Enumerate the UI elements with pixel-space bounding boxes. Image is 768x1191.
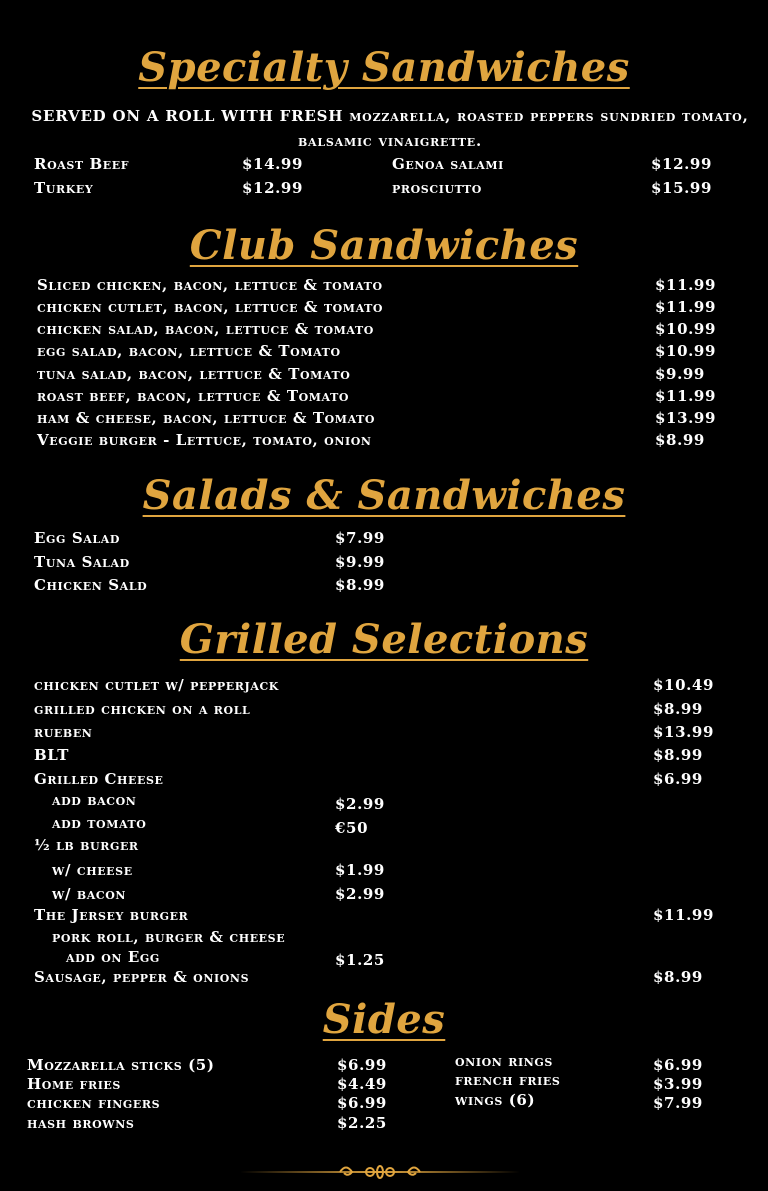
menu-item-price: $12.99: [651, 155, 713, 173]
menu-item-price: $2.25: [337, 1114, 387, 1132]
menu-item-name: hash browns: [27, 1114, 135, 1132]
menu-item-price: $1.99: [335, 861, 385, 879]
menu-item-name: roast beef, bacon, lettuce & Tomato: [37, 387, 350, 405]
menu-item-price: $11.99: [655, 298, 717, 316]
menu-item-price: $13.99: [655, 409, 717, 427]
menu-item-name: The Jersey burger: [34, 906, 189, 924]
menu-item-name: w/ cheese: [52, 861, 133, 879]
menu-item-price: $4.49: [337, 1075, 387, 1093]
menu-item-name: BLT: [34, 746, 69, 764]
menu-item-price: $6.99: [653, 770, 703, 788]
menu-item-name: add on Egg: [66, 948, 160, 966]
menu-item-price: $6.99: [337, 1056, 387, 1074]
ornament-divider-icon: [240, 1160, 520, 1184]
sides-heading: Sides: [322, 996, 446, 1043]
menu-item-name: chicken fingers: [27, 1094, 161, 1112]
menu-item-name: ½ lb burger: [34, 836, 139, 854]
menu-item-price: $8.99: [655, 431, 705, 449]
menu-item-price: $11.99: [655, 276, 717, 294]
menu-item-price: €50: [335, 819, 369, 837]
menu-item-name: Sliced chicken, bacon, lettuce & tomato: [37, 276, 383, 294]
menu-item-price: $7.99: [653, 1094, 703, 1112]
menu-item-name: grilled chicken on a roll: [34, 700, 251, 718]
menu-item-price: $14.99: [242, 155, 304, 173]
menu-item-price: $10.99: [655, 342, 717, 360]
menu-item-price: $6.99: [653, 1056, 703, 1074]
menu-item-name: Genoa salami: [392, 155, 504, 173]
menu-item-name: egg salad, bacon, lettuce & Tomato: [37, 342, 341, 360]
menu-item-price: $11.99: [653, 906, 715, 924]
menu-item-price: $8.99: [653, 968, 703, 986]
menu-item-price: $2.99: [335, 795, 385, 813]
menu-item-price: $11.99: [655, 387, 717, 405]
menu-item-price: $8.99: [335, 576, 385, 594]
menu-item-price: $1.25: [335, 951, 385, 969]
menu-item-price: $15.99: [651, 179, 713, 197]
menu-item-price: $6.99: [337, 1094, 387, 1112]
menu-item-price: $9.99: [335, 553, 385, 571]
menu-item-name: tuna salad, bacon, lettuce & Tomato: [37, 365, 351, 383]
menu-item-name: Tuna Salad: [34, 553, 130, 571]
menu-item-price: $12.99: [242, 179, 304, 197]
menu-item-name: Turkey: [34, 179, 94, 197]
club-heading: Club Sandwiches: [189, 222, 579, 269]
grilled-heading: Grilled Selections: [179, 616, 589, 663]
menu-item-name: prosciutto: [392, 179, 482, 197]
menu-item-name: Mozzarella sticks (5): [27, 1056, 215, 1074]
menu-item-name: onion rings: [455, 1052, 553, 1070]
menu-item-name: wings (6): [455, 1091, 536, 1109]
menu-item-name: Roast Beef: [34, 155, 130, 173]
menu-item-price: $3.99: [653, 1075, 703, 1093]
menu-item-price: $8.99: [653, 700, 703, 718]
menu-item-price: $10.49: [653, 676, 715, 694]
menu-item-name: french fries: [455, 1071, 561, 1089]
menu-item-price: $2.99: [335, 885, 385, 903]
menu-item-price: $13.99: [653, 723, 715, 741]
menu-item-price: $8.99: [653, 746, 703, 764]
specialty-description: SERVED ON A ROLL WITH FRESH mozzarella, roasted peppers sundried tomato, balsamic vinaigrette.: [31, 107, 749, 150]
menu-item-name: chicken cutlet, bacon, lettuce & tomato: [37, 298, 384, 316]
salads-heading: Salads & Sandwiches: [142, 472, 626, 519]
menu-item-price: $9.99: [655, 365, 705, 383]
menu-item-name: pork roll, burger & cheese: [52, 928, 286, 946]
menu-item-name: rueben: [34, 723, 93, 741]
menu-item-price: $10.99: [655, 320, 717, 338]
menu-item-name: chicken salad, bacon, lettuce & tomato: [37, 320, 374, 338]
menu-item-name: add bacon: [52, 791, 137, 809]
menu-item-name: chicken cutlet w/ pepperjack: [34, 676, 279, 694]
menu-item-name: w/ bacon: [52, 885, 127, 903]
specialty-heading: Specialty Sandwiches: [138, 44, 630, 91]
menu-item-price: $7.99: [335, 529, 385, 547]
menu-item-name: ham & cheese, bacon, lettuce & Tomato: [37, 409, 376, 427]
menu-item-name: Veggie burger - Lettuce, tomato, onion: [37, 431, 372, 449]
menu-item-name: Egg Salad: [34, 529, 121, 547]
menu-item-name: Sausage, pepper & onions: [34, 968, 250, 986]
menu-item-name: Home fries: [27, 1075, 121, 1093]
menu-item-name: Chicken Sald: [34, 576, 148, 594]
menu-item-name: Grilled Cheese: [34, 770, 164, 788]
menu-item-name: add tomato: [52, 814, 147, 832]
